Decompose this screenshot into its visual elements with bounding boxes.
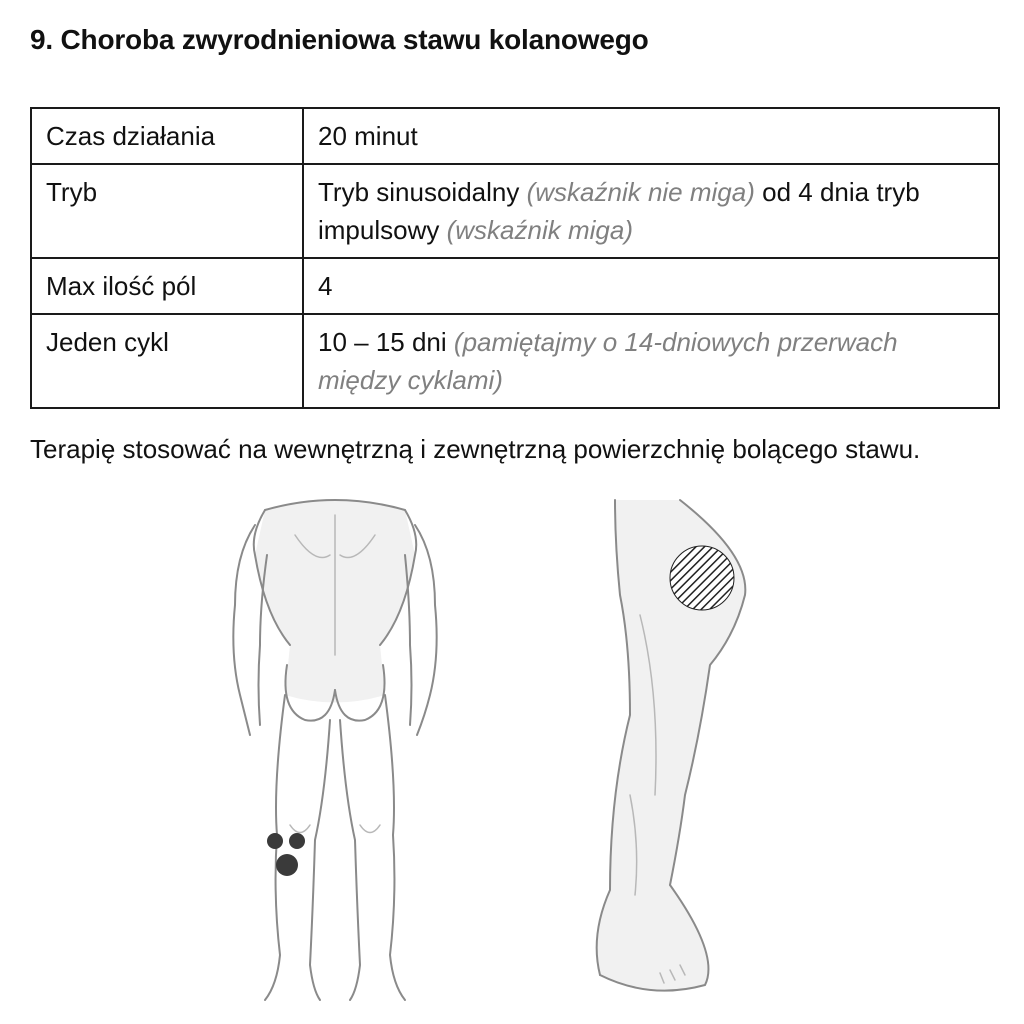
row-value [303,108,999,164]
value-text: 20 minut [318,121,418,151]
table-row [31,108,999,164]
figure-back-icon [205,495,465,1015]
table-row [31,164,999,258]
value-note: (pamiętajmy o 14-dniowych przerwach między cyklami) [318,327,898,395]
table-row [31,258,999,314]
leg-side-icon [560,495,800,1015]
instruction-text: Terapię stosować na wewnętrzną i zewnętrzną powierzchnię bolącego stawu. [30,434,921,464]
value-note: (wskaźnik nie miga) [526,177,755,207]
value-text: Tryb sinusoidalny [318,177,520,207]
electrode-marker [289,833,305,849]
row-label: Max ilość pól [31,258,303,314]
row-label: Tryb [31,164,303,258]
electrode-marker [276,854,298,876]
electrode-markers [267,833,305,876]
row-value [303,164,999,258]
electrode-marker [267,833,283,849]
value-text-2: od 4 dnia tryb impulsowy [318,177,920,245]
therapy-parameters-table [30,107,1000,409]
back-figure-sketch [233,500,436,1000]
row-label: Czas działania [31,108,303,164]
value-text: 4 [318,271,333,301]
row-value [303,258,999,314]
table-row [31,314,999,408]
value-note-2: (wskaźnik miga) [446,215,633,245]
page-title: 9. Choroba zwyrodnieniowa stawu kolanowego [30,24,649,55]
row-value [303,314,999,408]
electrode-marker [670,546,734,610]
value-text: 10 – 15 dni [318,327,447,357]
row-label: Jeden cykl [31,314,303,408]
